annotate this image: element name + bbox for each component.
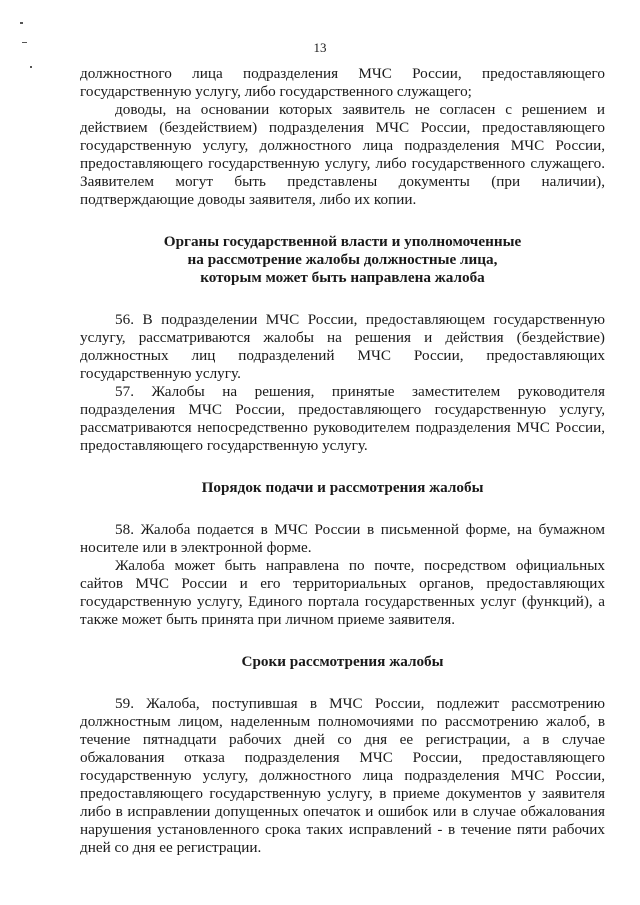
paragraph-continuation: должностного лица подразделения МЧС России, предоставляющего государственную услугу, либо государственного служащего; xyxy=(80,65,605,100)
scan-artifact-mark xyxy=(30,66,32,68)
heading-submission-order: Порядок подачи и рассмотрения жалобы xyxy=(201,479,484,496)
heading-authorities: Органы государственной власти и уполномоченные на рассмотрение жалобы должностные лица, которым может быть направлена жалоба xyxy=(163,233,522,286)
paragraph-submission-channels: Жалоба может быть направлена по почте, посредством официальных сайтов МЧС России и его территориальных органов, предоставляющих государственную услугу, Единого портала государственных услуг (функций), а также может быть принята при личном приеме заявителя. xyxy=(80,557,605,628)
document-body xyxy=(80,65,605,857)
scan-artifact-mark xyxy=(20,22,23,24)
clause-59: 59. Жалоба, поступившая в МЧС России, подлежит рассмотрению должностным лицом, наделенным полномочиями по рассмотрению жалоб, в течение пятнадцати рабочих дней со дня ее регистрации, а в случае обжалования отказа подразделения МЧС России, предоставляющего государственную услугу, должностного лица подразделения МЧС России, предоставляющего государственную услугу, в приеме документов у заявителя либо в исправлении допущенных опечаток и ошибок или в случае обжалования нарушения установленного срока таких исправлений - в течение пяти рабочих дней со дня ее регистрации. xyxy=(80,695,605,856)
page-number: 13 xyxy=(313,40,327,55)
heading-review-terms: Сроки рассмотрения жалобы xyxy=(241,653,444,670)
paragraph-arguments: доводы, на основании которых заявитель не согласен с решением и действием (бездействием) подразделения МЧС России, предоставляющего государственную услугу, должностного лица подразделения МЧС России, предоставляющего государственную услугу, либо государственного служащего. Заявителем могут быть представлены документы (при наличии), подтверждающие доводы заявителя, либо их копии. xyxy=(80,101,605,208)
clause-56: 56. В подразделении МЧС России, предоставляющем государственную услугу, рассматриваются жалобы на решения и действия (бездействие) должностных лиц подразделений МЧС России, предоставляющих государственную услугу. xyxy=(80,311,605,382)
clause-57: 57. Жалобы на решения, принятые заместителем руководителя подразделения МЧС России, предоставляющего государственную услугу, рассматриваются непосредственно руководителем подразделения МЧС России, предоставляющего государственную услугу. xyxy=(80,383,605,454)
clause-58: 58. Жалоба подается в МЧС России в письменной форме, на бумажном носителе или в электронной форме. xyxy=(80,521,605,556)
